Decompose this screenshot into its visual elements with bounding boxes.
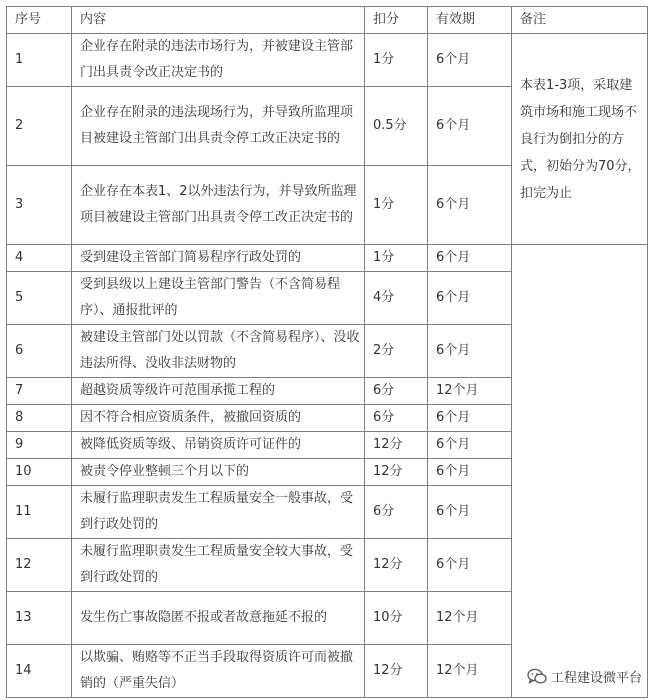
header-remark: 备注 <box>512 7 648 34</box>
cell-no: 11 <box>7 486 72 539</box>
cell-validity: 6个月 <box>428 539 512 592</box>
cell-content: 未履行监理职责发生工程质量安全一般事故，受到行政处罚的 <box>72 486 365 539</box>
cell-points: 12分 <box>365 539 428 592</box>
cell-points: 2分 <box>365 325 428 378</box>
cell-points: 1分 <box>365 34 428 87</box>
cell-points: 6分 <box>365 486 428 539</box>
cell-content: 以欺骗、贿赂等不正当手段取得资质许可而被撤销的（严重失信） <box>72 645 365 698</box>
cell-content: 企业存在本表1、2以外违法行为，并导致所监理项目被建设主管部门出具责令停工改正决定书的 <box>72 166 365 245</box>
cell-no: 13 <box>7 592 72 645</box>
cell-validity: 12个月 <box>428 592 512 645</box>
header-validity: 有效期 <box>428 7 512 34</box>
cell-no: 5 <box>7 272 72 325</box>
header-points: 扣分 <box>365 7 428 34</box>
cell-points: 1分 <box>365 166 428 245</box>
cell-no: 8 <box>7 405 72 432</box>
table-row <box>7 245 648 272</box>
cell-validity: 6个月 <box>428 459 512 486</box>
cell-no: 2 <box>7 87 72 166</box>
cell-content: 受到建设主管部门简易程序行政处罚的 <box>72 245 365 272</box>
cell-no: 14 <box>7 645 72 698</box>
cell-content: 因不符合相应资质条件，被撤回资质的 <box>72 405 365 432</box>
cell-content: 被建设主管部门处以罚款（不含简易程序）、没收违法所得、没收非法财物的 <box>72 325 365 378</box>
cell-no: 12 <box>7 539 72 592</box>
cell-no: 7 <box>7 378 72 405</box>
cell-no: 4 <box>7 245 72 272</box>
cell-content: 超越资质等级许可范围承揽工程的 <box>72 378 365 405</box>
cell-validity: 6个月 <box>428 272 512 325</box>
deduction-table <box>6 6 648 698</box>
cell-content: 被责令停业整顿三个月以下的 <box>72 459 365 486</box>
cell-validity: 12个月 <box>428 378 512 405</box>
cell-validity: 6个月 <box>428 405 512 432</box>
cell-no: 6 <box>7 325 72 378</box>
cell-points: 12分 <box>365 459 428 486</box>
cell-validity: 12个月 <box>428 645 512 698</box>
watermark <box>525 667 644 686</box>
table-row <box>7 34 648 87</box>
cell-validity: 6个月 <box>428 87 512 166</box>
cell-content: 未履行监理职责发生工程质量安全较大事故，受到行政处罚的 <box>72 539 365 592</box>
cell-points: 12分 <box>365 645 428 698</box>
cell-validity: 6个月 <box>428 486 512 539</box>
cell-points: 12分 <box>365 432 428 459</box>
cell-validity: 6个月 <box>428 166 512 245</box>
header-no: 序号 <box>7 7 72 34</box>
cell-no: 10 <box>7 459 72 486</box>
cell-content: 企业存在附录的违法现场行为，并导致所监理项目被建设主管部门出具责令停工改正决定书的 <box>72 87 365 166</box>
cell-content: 发生伤亡事故隐匿不报或者故意拖延不报的 <box>72 592 365 645</box>
cell-validity: 6个月 <box>428 325 512 378</box>
cell-points: 1分 <box>365 245 428 272</box>
cell-no: 3 <box>7 166 72 245</box>
cell-no: 9 <box>7 432 72 459</box>
cell-content: 企业存在附录的违法市场行为，并被建设主管部门出具责令改正决定书的 <box>72 34 365 87</box>
cell-points: 10分 <box>365 592 428 645</box>
cell-validity: 6个月 <box>428 432 512 459</box>
cell-content: 被降低资质等级、吊销资质许可证件的 <box>72 432 365 459</box>
cell-validity: 6个月 <box>428 34 512 87</box>
wechat-icon <box>527 668 547 685</box>
cell-points: 0.5分 <box>365 87 428 166</box>
cell-points: 4分 <box>365 272 428 325</box>
cell-no: 1 <box>7 34 72 87</box>
remark-cell: 本表1-3项，采取建筑市场和施工现场不良行为倒扣分的方式，初始分为70分，扣完为止 <box>512 34 648 245</box>
cell-points: 6分 <box>365 378 428 405</box>
table-header-row <box>7 7 648 34</box>
cell-points: 6分 <box>365 405 428 432</box>
watermark-label: 工程建设微平台 <box>550 671 642 686</box>
cell-validity: 6个月 <box>428 245 512 272</box>
cell-content: 受到县级以上建设主管部门警告（不含简易程序）、通报批评的 <box>72 272 365 325</box>
header-content: 内容 <box>72 7 365 34</box>
remark-empty-cell <box>512 245 648 698</box>
